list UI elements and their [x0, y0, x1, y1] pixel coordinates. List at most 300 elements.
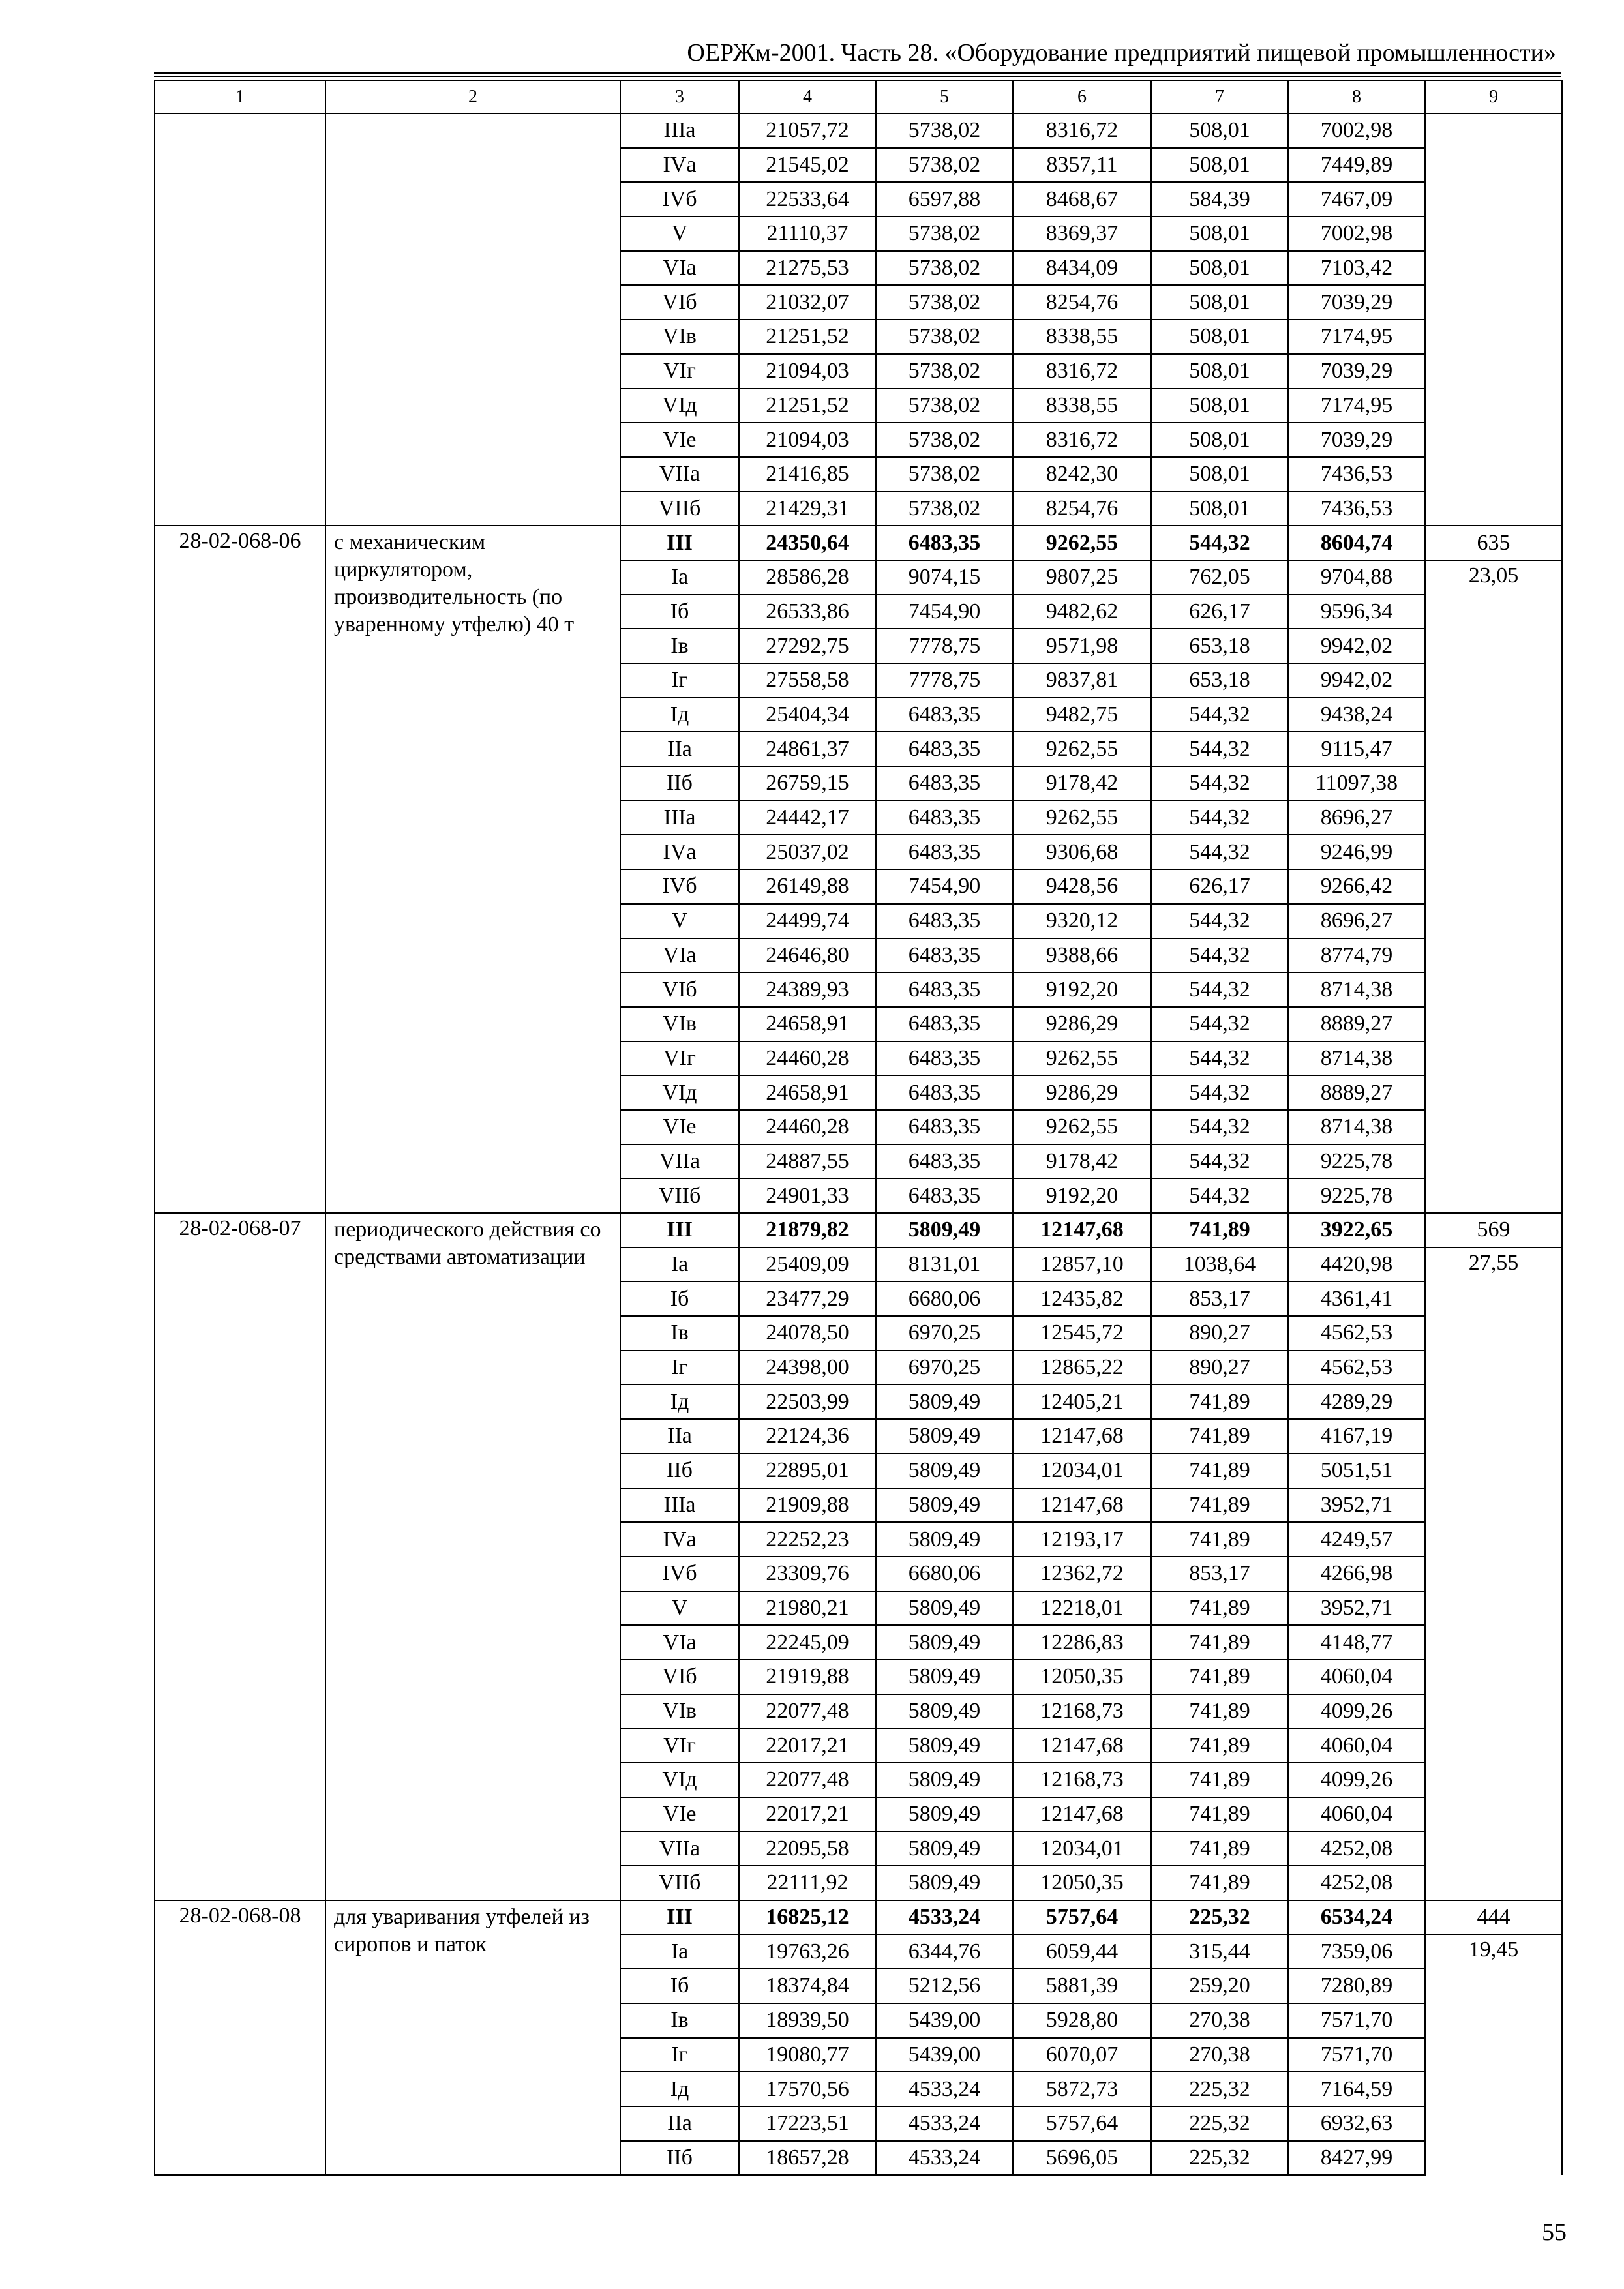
machinist-wages: 741,89 [1151, 1454, 1288, 1488]
materials-cost: 7571,70 [1288, 2038, 1425, 2072]
materials-cost: 8714,38 [1288, 1110, 1425, 1144]
cost-total: 21429,31 [739, 492, 876, 526]
machine-cost: 12435,82 [1013, 1281, 1151, 1316]
materials-cost: 9266,42 [1288, 869, 1425, 904]
wages: 6344,76 [876, 1934, 1013, 1969]
wages: 5738,02 [876, 457, 1013, 492]
row-index: IIб [620, 2141, 739, 2176]
wages: 6483,35 [876, 972, 1013, 1007]
materials-cost: 4249,57 [1288, 1522, 1425, 1557]
wages: 7778,75 [876, 663, 1013, 698]
wages: 7454,90 [876, 869, 1013, 904]
machine-cost: 9837,81 [1013, 663, 1151, 698]
cost-total: 24442,17 [739, 801, 876, 835]
materials-cost: 4289,29 [1288, 1384, 1425, 1419]
machine-cost: 12362,72 [1013, 1557, 1151, 1591]
machinist-wages: 626,17 [1151, 595, 1288, 629]
materials-cost: 7002,98 [1288, 217, 1425, 251]
row-index: III [620, 526, 739, 560]
wages: 4533,24 [876, 2072, 1013, 2106]
machinist-wages: 741,89 [1151, 1625, 1288, 1660]
machinist-wages: 544,32 [1151, 972, 1288, 1007]
materials-cost: 4361,41 [1288, 1281, 1425, 1316]
materials-cost: 4099,26 [1288, 1694, 1425, 1729]
materials-cost: 4148,77 [1288, 1625, 1425, 1660]
wages: 6483,35 [876, 1007, 1013, 1041]
column-number: 2 [325, 80, 620, 113]
machine-cost: 12168,73 [1013, 1763, 1151, 1797]
machinist-wages: 225,32 [1151, 2141, 1288, 2176]
machinist-wages: 544,32 [1151, 698, 1288, 732]
materials-cost: 4099,26 [1288, 1763, 1425, 1797]
machine-cost: 12147,68 [1013, 1213, 1151, 1248]
materials-cost: 8714,38 [1288, 972, 1425, 1007]
cost-total: 22252,23 [739, 1522, 876, 1557]
materials-cost: 4060,04 [1288, 1660, 1425, 1694]
column-number: 5 [876, 80, 1013, 113]
wages: 5809,49 [876, 1728, 1013, 1763]
row-index: VIг [620, 1041, 739, 1076]
cost-total: 22503,99 [739, 1384, 876, 1419]
row-index: IIа [620, 732, 739, 766]
row-index: IIб [620, 766, 739, 801]
wages: 5809,49 [876, 1522, 1013, 1557]
rate-code: 28-02-068-07 [155, 1213, 325, 1900]
machine-cost: 12147,68 [1013, 1797, 1151, 1832]
row-index: Iб [620, 1281, 739, 1316]
cost-total: 25404,34 [739, 698, 876, 732]
col9-sub: 19,45 [1425, 1934, 1562, 2175]
materials-cost: 7571,70 [1288, 2003, 1425, 2038]
materials-cost: 9115,47 [1288, 732, 1425, 766]
cost-total: 21919,88 [739, 1660, 876, 1694]
machinist-wages: 741,89 [1151, 1694, 1288, 1729]
machine-cost: 9262,55 [1013, 801, 1151, 835]
wages: 5809,49 [876, 1454, 1013, 1488]
col9-sub: 27,55 [1425, 1248, 1562, 1900]
machinist-wages: 853,17 [1151, 1281, 1288, 1316]
col9-main: 569 [1425, 1213, 1562, 1248]
row-index: VIб [620, 972, 739, 1007]
row-index: Iв [620, 629, 739, 663]
cost-total: 17223,51 [739, 2106, 876, 2141]
page-number: 55 [1542, 2219, 1567, 2246]
machine-cost: 12286,83 [1013, 1625, 1151, 1660]
row-index: Iд [620, 2072, 739, 2106]
rate-name: с механическим циркулятором, производительность (по уваренному утфелю) 40 т [325, 526, 620, 1213]
machine-cost: 8316,72 [1013, 113, 1151, 148]
machinist-wages: 508,01 [1151, 320, 1288, 354]
cost-total: 22245,09 [739, 1625, 876, 1660]
machine-cost: 6059,44 [1013, 1934, 1151, 1969]
wages: 7454,90 [876, 595, 1013, 629]
wages: 6483,35 [876, 1110, 1013, 1144]
wages: 6483,35 [876, 1041, 1013, 1076]
column-number: 8 [1288, 80, 1425, 113]
machine-cost: 9192,20 [1013, 972, 1151, 1007]
machine-cost: 12147,68 [1013, 1728, 1151, 1763]
materials-cost: 9438,24 [1288, 698, 1425, 732]
cost-total: 24389,93 [739, 972, 876, 1007]
cost-total: 24078,50 [739, 1316, 876, 1351]
row-index: VIIб [620, 1178, 739, 1213]
cost-total: 24887,55 [739, 1144, 876, 1179]
materials-cost: 4562,53 [1288, 1316, 1425, 1351]
cost-total: 24398,00 [739, 1351, 876, 1385]
row-index: VIд [620, 1075, 739, 1110]
materials-cost: 9225,78 [1288, 1144, 1425, 1179]
wages: 4533,24 [876, 2141, 1013, 2176]
machine-cost: 9428,56 [1013, 869, 1151, 904]
cost-total: 26533,86 [739, 595, 876, 629]
cost-total: 22017,21 [739, 1728, 876, 1763]
cost-total: 22077,48 [739, 1694, 876, 1729]
machinist-wages: 741,89 [1151, 1831, 1288, 1866]
cost-total: 24499,74 [739, 904, 876, 938]
machine-cost: 9286,29 [1013, 1075, 1151, 1110]
materials-cost: 9942,02 [1288, 629, 1425, 663]
machinist-wages: 544,32 [1151, 938, 1288, 973]
wages: 8131,01 [876, 1248, 1013, 1282]
machine-cost: 8254,76 [1013, 492, 1151, 526]
row-index: IIа [620, 1419, 739, 1454]
machinist-wages: 508,01 [1151, 423, 1288, 457]
materials-cost: 4060,04 [1288, 1797, 1425, 1832]
machine-cost: 9306,68 [1013, 835, 1151, 869]
wages: 5439,00 [876, 2038, 1013, 2072]
machine-cost: 12218,01 [1013, 1591, 1151, 1626]
wages: 5439,00 [876, 2003, 1013, 2038]
col9-cell [1425, 113, 1562, 526]
machinist-wages: 225,32 [1151, 1900, 1288, 1935]
wages: 5809,49 [876, 1419, 1013, 1454]
machinist-wages: 544,32 [1151, 1007, 1288, 1041]
row-index: VIIа [620, 1831, 739, 1866]
wages: 5738,02 [876, 492, 1013, 526]
materials-cost: 11097,38 [1288, 766, 1425, 801]
machine-cost: 12168,73 [1013, 1694, 1151, 1729]
materials-cost: 6932,63 [1288, 2106, 1425, 2141]
wages: 6680,06 [876, 1557, 1013, 1591]
cost-total: 25409,09 [739, 1248, 876, 1282]
cost-total: 28586,28 [739, 560, 876, 595]
cost-total: 21110,37 [739, 217, 876, 251]
cost-total: 21094,03 [739, 354, 876, 389]
wages: 5738,02 [876, 148, 1013, 183]
cost-total: 22111,92 [739, 1866, 876, 1900]
col9-main: 444 [1425, 1900, 1562, 1935]
machinist-wages: 544,32 [1151, 526, 1288, 560]
machinist-wages: 508,01 [1151, 113, 1288, 148]
machinist-wages: 741,89 [1151, 1591, 1288, 1626]
cost-total: 22077,48 [739, 1763, 876, 1797]
machinist-wages: 544,32 [1151, 835, 1288, 869]
materials-cost: 5051,51 [1288, 1454, 1425, 1488]
row-index: VIIа [620, 1144, 739, 1179]
machine-cost: 8369,37 [1013, 217, 1151, 251]
materials-cost: 4060,04 [1288, 1728, 1425, 1763]
wages: 7778,75 [876, 629, 1013, 663]
machine-cost: 8338,55 [1013, 389, 1151, 423]
wages: 5738,02 [876, 320, 1013, 354]
row-index: Iб [620, 595, 739, 629]
materials-cost: 4167,19 [1288, 1419, 1425, 1454]
machinist-wages: 544,32 [1151, 1110, 1288, 1144]
wages: 5809,49 [876, 1625, 1013, 1660]
row-index: V [620, 1591, 739, 1626]
table-row-summary [155, 1213, 1562, 1248]
row-index: VIг [620, 1728, 739, 1763]
wages: 5738,02 [876, 251, 1013, 286]
cost-total: 21416,85 [739, 457, 876, 492]
materials-cost: 8889,27 [1288, 1007, 1425, 1041]
machinist-wages: 653,18 [1151, 663, 1288, 698]
machinist-wages: 626,17 [1151, 869, 1288, 904]
machine-cost: 12193,17 [1013, 1522, 1151, 1557]
materials-cost: 8889,27 [1288, 1075, 1425, 1110]
materials-cost: 9225,78 [1288, 1178, 1425, 1213]
materials-cost: 4252,08 [1288, 1831, 1425, 1866]
row-index: IVа [620, 835, 739, 869]
cost-total: 17570,56 [739, 2072, 876, 2106]
cost-total: 18939,50 [739, 2003, 876, 2038]
wages: 5809,49 [876, 1831, 1013, 1866]
wages: 5809,49 [876, 1384, 1013, 1419]
row-index: VIб [620, 1660, 739, 1694]
cost-total: 25037,02 [739, 835, 876, 869]
materials-cost: 9246,99 [1288, 835, 1425, 869]
cost-total: 24460,28 [739, 1110, 876, 1144]
row-index: Iд [620, 1384, 739, 1419]
machinist-wages: 741,89 [1151, 1522, 1288, 1557]
machinist-wages: 890,27 [1151, 1316, 1288, 1351]
materials-cost: 7002,98 [1288, 113, 1425, 148]
col9-sub: 23,05 [1425, 560, 1562, 1213]
header-rule-thick [154, 72, 1561, 74]
machine-cost: 5757,64 [1013, 2106, 1151, 2141]
machine-cost: 9807,25 [1013, 560, 1151, 595]
wages: 5738,02 [876, 354, 1013, 389]
row-index: IVа [620, 148, 739, 183]
materials-cost: 7359,06 [1288, 1934, 1425, 1969]
machinist-wages: 741,89 [1151, 1797, 1288, 1832]
row-index: VIIа [620, 457, 739, 492]
materials-cost: 8774,79 [1288, 938, 1425, 973]
machine-cost: 9262,55 [1013, 1110, 1151, 1144]
wages: 6483,35 [876, 526, 1013, 560]
machine-cost: 9262,55 [1013, 1041, 1151, 1076]
wages: 5809,49 [876, 1213, 1013, 1248]
machine-cost: 8316,72 [1013, 354, 1151, 389]
machine-cost: 8468,67 [1013, 182, 1151, 217]
wages: 6483,35 [876, 835, 1013, 869]
cost-total: 24460,28 [739, 1041, 876, 1076]
wages: 5809,49 [876, 1797, 1013, 1832]
wages: 6970,25 [876, 1316, 1013, 1351]
machinist-wages: 584,39 [1151, 182, 1288, 217]
wages: 6680,06 [876, 1281, 1013, 1316]
cost-total: 21275,53 [739, 251, 876, 286]
materials-cost: 9942,02 [1288, 663, 1425, 698]
machinist-wages: 508,01 [1151, 285, 1288, 320]
column-number: 1 [155, 80, 325, 113]
cost-total: 22095,58 [739, 1831, 876, 1866]
row-index: VIв [620, 1694, 739, 1729]
machine-cost: 9482,62 [1013, 595, 1151, 629]
rates-table [154, 80, 1563, 2176]
row-index: Iв [620, 2003, 739, 2038]
cost-total: 19080,77 [739, 2038, 876, 2072]
cost-total: 16825,12 [739, 1900, 876, 1935]
machine-cost: 12857,10 [1013, 1248, 1151, 1282]
machine-cost: 12050,35 [1013, 1866, 1151, 1900]
wages: 6483,35 [876, 766, 1013, 801]
row-index: Iб [620, 1969, 739, 2003]
materials-cost: 7039,29 [1288, 423, 1425, 457]
machine-cost: 9262,55 [1013, 526, 1151, 560]
wages: 6483,35 [876, 1075, 1013, 1110]
machine-cost: 8254,76 [1013, 285, 1151, 320]
machinist-wages: 890,27 [1151, 1351, 1288, 1385]
materials-cost: 8714,38 [1288, 1041, 1425, 1076]
materials-cost: 8696,27 [1288, 904, 1425, 938]
machine-cost: 9262,55 [1013, 732, 1151, 766]
machinist-wages: 544,32 [1151, 801, 1288, 835]
machine-cost: 9286,29 [1013, 1007, 1151, 1041]
column-number: 7 [1151, 80, 1288, 113]
rate-name: периодического действия со средствами автоматизации [325, 1213, 620, 1900]
machine-cost: 12050,35 [1013, 1660, 1151, 1694]
machinist-wages: 508,01 [1151, 251, 1288, 286]
machine-cost: 9192,20 [1013, 1178, 1151, 1213]
machine-cost: 12545,72 [1013, 1316, 1151, 1351]
materials-cost: 4266,98 [1288, 1557, 1425, 1591]
materials-cost: 8427,99 [1288, 2141, 1425, 2176]
machine-cost: 9178,42 [1013, 1144, 1151, 1179]
machine-cost: 12865,22 [1013, 1351, 1151, 1385]
rate-code: 28-02-068-08 [155, 1900, 325, 2176]
wages: 9074,15 [876, 560, 1013, 595]
machinist-wages: 508,01 [1151, 354, 1288, 389]
cost-total: 26759,15 [739, 766, 876, 801]
table-row-summary [155, 526, 1562, 560]
machine-cost: 8242,30 [1013, 457, 1151, 492]
machine-cost: 12147,68 [1013, 1488, 1151, 1523]
row-index: III [620, 1900, 739, 1935]
row-index: IVа [620, 1522, 739, 1557]
cost-total: 19763,26 [739, 1934, 876, 1969]
materials-cost: 7039,29 [1288, 285, 1425, 320]
machine-cost: 5872,73 [1013, 2072, 1151, 2106]
machinist-wages: 270,38 [1151, 2003, 1288, 2038]
materials-cost: 7164,59 [1288, 2072, 1425, 2106]
col9-main: 635 [1425, 526, 1562, 560]
machine-cost: 8338,55 [1013, 320, 1151, 354]
machinist-wages: 741,89 [1151, 1728, 1288, 1763]
cost-total: 24901,33 [739, 1178, 876, 1213]
machinist-wages: 259,20 [1151, 1969, 1288, 2003]
machine-cost: 12147,68 [1013, 1419, 1151, 1454]
materials-cost: 7174,95 [1288, 389, 1425, 423]
row-index: VIа [620, 251, 739, 286]
row-index: IIб [620, 1454, 739, 1488]
cost-total: 24646,80 [739, 938, 876, 973]
machinist-wages: 508,01 [1151, 457, 1288, 492]
column-number: 6 [1013, 80, 1151, 113]
machinist-wages: 544,32 [1151, 904, 1288, 938]
machinist-wages: 544,32 [1151, 732, 1288, 766]
wages: 6483,35 [876, 732, 1013, 766]
row-index: VIе [620, 423, 739, 457]
machine-cost: 9571,98 [1013, 629, 1151, 663]
row-index: Iд [620, 698, 739, 732]
machinist-wages: 508,01 [1151, 217, 1288, 251]
machine-cost: 8316,72 [1013, 423, 1151, 457]
cost-total: 22895,01 [739, 1454, 876, 1488]
machinist-wages: 315,44 [1151, 1934, 1288, 1969]
wages: 5738,02 [876, 389, 1013, 423]
materials-cost: 3922,65 [1288, 1213, 1425, 1248]
row-index: VIг [620, 354, 739, 389]
cost-total: 21251,52 [739, 389, 876, 423]
machinist-wages: 741,89 [1151, 1866, 1288, 1900]
materials-cost: 7174,95 [1288, 320, 1425, 354]
materials-cost: 8604,74 [1288, 526, 1425, 560]
cost-total: 21057,72 [739, 113, 876, 148]
materials-cost: 4562,53 [1288, 1351, 1425, 1385]
machine-cost: 9178,42 [1013, 766, 1151, 801]
wages: 6483,35 [876, 904, 1013, 938]
row-index: VIд [620, 1763, 739, 1797]
column-number: 4 [739, 80, 876, 113]
table-row-summary [155, 1900, 1562, 1935]
machinist-wages: 762,05 [1151, 560, 1288, 595]
materials-cost: 7467,09 [1288, 182, 1425, 217]
machinist-wages: 741,89 [1151, 1660, 1288, 1694]
row-index: IVб [620, 182, 739, 217]
row-index: VIе [620, 1110, 739, 1144]
wages: 4533,24 [876, 2106, 1013, 2141]
header-rule-thin [154, 76, 1561, 77]
wages: 5809,49 [876, 1660, 1013, 1694]
machinist-wages: 544,32 [1151, 1144, 1288, 1179]
machine-cost: 8434,09 [1013, 251, 1151, 286]
materials-cost: 4420,98 [1288, 1248, 1425, 1282]
cost-total: 24658,91 [739, 1007, 876, 1041]
wages: 6483,35 [876, 801, 1013, 835]
cost-total: 24350,64 [739, 526, 876, 560]
materials-cost: 7280,89 [1288, 1969, 1425, 2003]
machinist-wages: 544,32 [1151, 1178, 1288, 1213]
row-index: VIе [620, 1797, 739, 1832]
row-index: VIIб [620, 492, 739, 526]
row-index: IIIа [620, 801, 739, 835]
row-index: VIIб [620, 1866, 739, 1900]
materials-cost: 7449,89 [1288, 148, 1425, 183]
wages: 6483,35 [876, 1178, 1013, 1213]
cost-total: 27292,75 [739, 629, 876, 663]
row-index: VIб [620, 285, 739, 320]
row-index: VIа [620, 938, 739, 973]
rates-table-body [155, 80, 1562, 2175]
cost-total: 21032,07 [739, 285, 876, 320]
cost-total: 18374,84 [739, 1969, 876, 2003]
cost-total: 21251,52 [739, 320, 876, 354]
cost-total: 23309,76 [739, 1557, 876, 1591]
machinist-wages: 508,01 [1151, 389, 1288, 423]
wages: 5738,02 [876, 113, 1013, 148]
cost-total: 21545,02 [739, 148, 876, 183]
